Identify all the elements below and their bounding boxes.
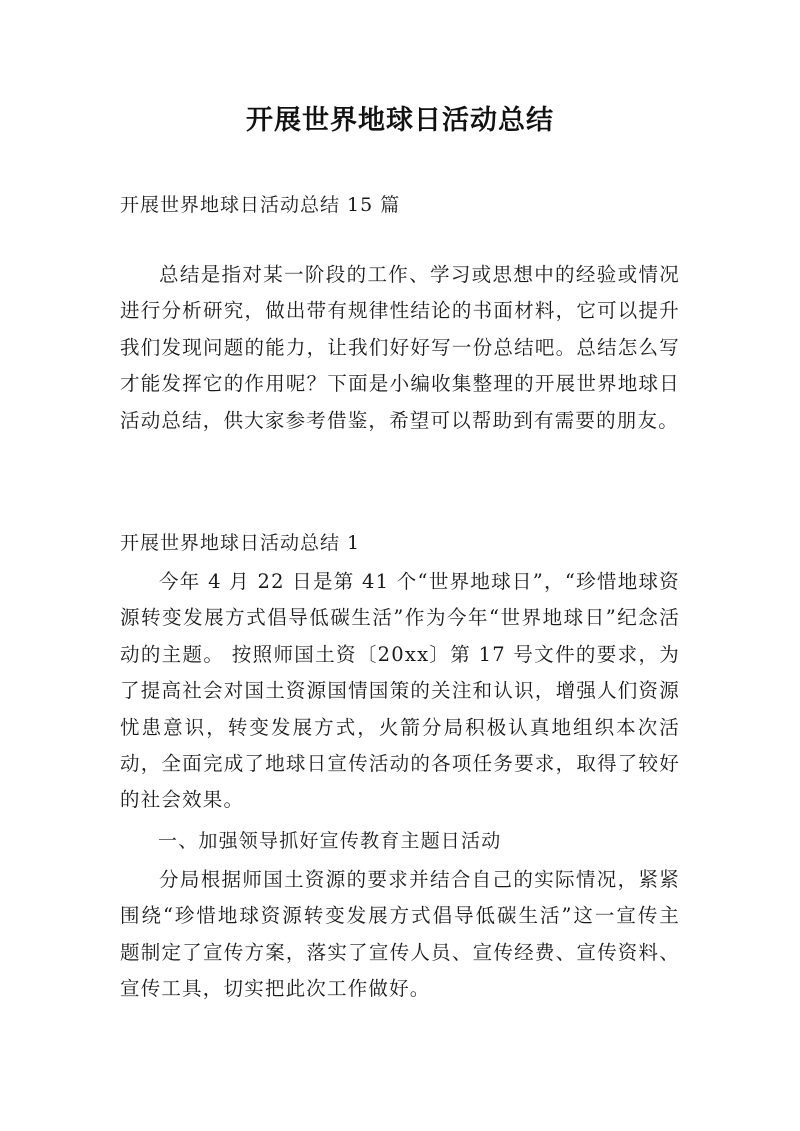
document-subtitle: 开展世界地球日活动总结 15 篇 <box>120 194 401 216</box>
body-paragraph-1: 今年 4 月 22 日是第 41 个“世界地球日”，“珍惜地球资源转变发展方式倡导低碳生活”作为今年“世界地球日”纪念活动的主题。 按照师国土资〔20xx〕第 17 号文件的要求，为了提高社会对国土资源国情国策的关注和认识，增强人们资源忧患意识，转变发展方式，火箭分局积极认真地组织本次活动，全面完成了地球日宣传活动的各项任务要求，取得了较好的社会效果。 <box>120 570 680 812</box>
body-paragraph-2: 分局根据师国土资源的要求并结合自己的实际情况，紧紧围绕“珍惜地球资源转变发展方式倡导低碳生活”这一宣传主题制定了宣传方案，落实了宣传人员、宣传经费、宣传资料、宣传工具，切实把此次工作做好。 <box>120 868 680 1001</box>
section-heading-1: 一、加强领导抓好宣传教育主题日活动 <box>158 830 502 852</box>
section-title: 开展世界地球日活动总结 1 <box>120 532 361 554</box>
document-title: 开展世界地球日活动总结 <box>246 105 554 136</box>
intro-paragraph: 总结是指对某一阶段的工作、学习或思想中的经验或情况进行分析研究，做出带有规律性结论的书面材料，它可以提升我们发现问题的能力，让我们好好写一份总结吧。总结怎么写才能发挥它的作用呢？下面是小编收集整理的开展世界地球日活动总结，供大家参考借鉴，希望可以帮助到有需要的朋友。 <box>120 263 680 432</box>
